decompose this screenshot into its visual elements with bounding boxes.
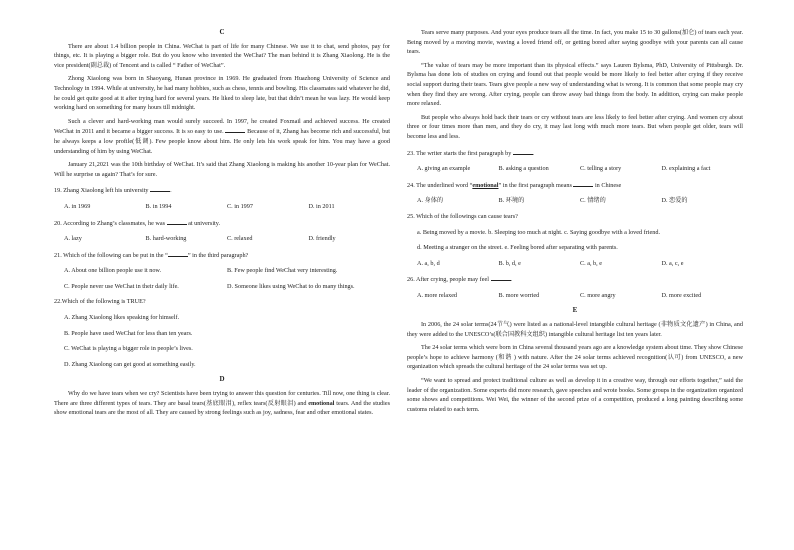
passage-e-paragraph: The 24 solar terms which were born in China several thousand years ago are a knowledge system about time. They show Chinese people’s hope to achieve harmony (和谐 ) with nature. After the 24 solar terms achieved recognition(认可) from UNESCO, a new organization which spreads the cultural heritage of the 24 solar terms was set up. bbox=[407, 344, 743, 371]
bold-word: emotional bbox=[308, 399, 335, 407]
passage-c-paragraph: Zhong Xiaolong was born in Shaoyang, Hunan province in 1969. He graduated from Huazhong University of Science and Technology in 1994. While at university, he had many hobbies, such as chess, tennis and bowling. His classmates said whatever he did, he could get quite good at it after trying hard for several years. He liked to sleep late, but that didn’t mean he was lazy. He would keep working hard on something for many hours till midnight. bbox=[54, 75, 390, 112]
option-c: C. more angry bbox=[580, 291, 616, 299]
option-b: B. asking a question bbox=[498, 165, 549, 173]
question-19-options bbox=[54, 202, 390, 212]
option-d: D. explaining a fact bbox=[661, 165, 711, 173]
underlined-word: emotional bbox=[472, 181, 499, 189]
section-d-heading: D bbox=[219, 375, 225, 384]
question-21-options-row2 bbox=[54, 282, 390, 292]
question-text: . bbox=[170, 187, 172, 195]
option-d: D. Zhang Xiaolong can get good at something easily. bbox=[64, 360, 196, 368]
passage-d-paragraph: But people who always hold back their tears or cry without tears are less likely to feel better after crying. And women cry about three or four times more than men, and they do cry, it may last long with much more tears. But when people get older, tears will become less and less. bbox=[407, 113, 743, 140]
question-24 bbox=[407, 180, 743, 191]
question-text: 23. The writer starts the first paragraph by bbox=[407, 149, 512, 157]
question-text: 26. After crying, people may feel bbox=[407, 276, 489, 284]
question-26 bbox=[407, 274, 743, 285]
option-a: A. lazy bbox=[64, 235, 82, 243]
option-c: C. People never use WeChat in their daily life. bbox=[64, 282, 179, 290]
option-a: A. 身体的 bbox=[417, 197, 444, 205]
paragraph-text: Because of it, Zhang has become rich and successful, but he always keeps a low profile(低调). Few people know about him. He only lets his work speak for him. You may have a good understanding of him by using WeChat. bbox=[54, 128, 391, 155]
question-25-options bbox=[407, 259, 743, 269]
question-25-statements: d. Meeting a stranger on the street. e. Feeling bored after separating with parents. bbox=[417, 244, 618, 252]
option-d: D. in 2011 bbox=[308, 202, 335, 210]
answer-blank bbox=[168, 250, 188, 257]
passage-c-paragraph: January 21,2021 was the 10th birthday of WeChat. It’s said that Zhang Xiaolong is making his another 10-year plan for WeChat. Will he surprise us again? That’s for sure. bbox=[54, 161, 390, 178]
paragraph-text: tears. And the studies show emotional tears are the most of all. They are caused by strong feelings such as joy, sadness, fear and other emotional states. bbox=[54, 399, 390, 417]
paragraph-text: Such a clever and hard-working man would surely succeed. In 1997, he created Foxmail and achieved success. He created WeChat in 2011 and it became a bigger success. It is so easy to use. bbox=[54, 117, 390, 136]
question-26-options bbox=[407, 291, 743, 301]
option-a: A. a, b, d bbox=[417, 259, 440, 267]
question-20 bbox=[54, 218, 390, 229]
option-a: A. Zhang Xiaolong likes speaking for himself. bbox=[64, 314, 180, 322]
option-c: C. 情绪的 bbox=[580, 197, 606, 205]
section-c-heading: C bbox=[219, 28, 225, 36]
passage-c-paragraph bbox=[54, 117, 390, 156]
passage-d-paragraph bbox=[54, 389, 390, 418]
question-text: 24. The underlined word “ bbox=[407, 181, 473, 189]
passage-d-paragraph: “The value of tears may be more important than its physical effects.” says Lauren Bylsma, PhD, University of Pittsburgh. Dr. Bylsma has done lots of studies on crying and found out that people would be more likely to feel better after crying if they receive social support during their tears. Tears give people a new way of understanding what is wrong. It is common that some people may cry when they find they are wrong. After crying, people can throw away bad things from the body. In addition, crying can make people more relaxed. bbox=[407, 61, 743, 108]
option-b: B. 环境的 bbox=[498, 197, 525, 205]
option-b: B. hard-working bbox=[145, 235, 187, 243]
answer-blank bbox=[491, 274, 513, 284]
answer-blank bbox=[167, 218, 187, 225]
question-23-options bbox=[407, 164, 743, 174]
question-21 bbox=[54, 250, 390, 261]
paragraph-text: Why do we have tears when we cry? Scientists have been trying to answer this question for centuries. Till now, one thing is clear. There are three different types of tears. They are basal tears(基底眼泪), reflex tears(反射眼泪) and bbox=[54, 390, 390, 407]
option-a: A. About one billion people use it now. bbox=[64, 267, 162, 275]
option-c: C. telling a story bbox=[580, 165, 622, 173]
passage-d-paragraph: Tears serve many purposes. And your eyes produce tears all the time. In fact, you make 15 to 30 gallons(加仑) of tears each year. Being moved by a moving movie, waving a loved friend off, or getting bored after saying goodbye with your parents can all cause tears. bbox=[407, 29, 743, 56]
question-25-statements: a. Being moved by a movie. b. Sleeping too much at night. c. Saying goodbye with a loved friend. bbox=[417, 228, 660, 236]
passage-e-paragraph: “We want to spread and protect traditional culture as well as develop it in a creative way, through our efforts together,” said the leader of the organization. Some experts did more research, gave speeches and wrote books. Some groups in the organization organized some shows and competitions. Wei Wei, the winner of the second prize of a competition, produced a long painting describing some customs related to each term. bbox=[407, 377, 743, 413]
question-24-options bbox=[407, 196, 743, 206]
question-19 bbox=[54, 185, 390, 196]
option-b: B. in 1994 bbox=[145, 202, 172, 210]
option-c: C. relaxed bbox=[227, 235, 253, 243]
answer-blank bbox=[225, 126, 245, 133]
option-c: C. in 1997 bbox=[227, 202, 253, 210]
question-text: ” in the third paragraph? bbox=[187, 251, 249, 259]
option-d: D. friendly bbox=[308, 235, 336, 243]
question-25: 25. Which of the followings can cause tears? bbox=[407, 212, 518, 220]
question-text: in Chinese bbox=[594, 181, 622, 189]
section-e-heading: E bbox=[572, 306, 578, 315]
option-a: A. in 1969 bbox=[64, 202, 91, 210]
question-text: . bbox=[532, 149, 535, 157]
option-b: B. b, d, e bbox=[498, 259, 521, 267]
answer-blank bbox=[573, 180, 593, 187]
option-c: C. a, b, e bbox=[580, 259, 602, 267]
option-d: D. Someone likes using WeChat to do many things. bbox=[227, 282, 355, 290]
left-column bbox=[54, 28, 390, 422]
option-d: D. a, c, e bbox=[661, 259, 684, 267]
option-b: B. People have used WeChat for less than ten years. bbox=[64, 329, 193, 337]
question-text: . bbox=[510, 276, 513, 284]
option-a: A. more relaxed bbox=[417, 291, 458, 299]
answer-blank bbox=[150, 185, 172, 195]
option-d: D. more excited bbox=[661, 291, 702, 299]
passage-c-paragraph: There are about 1.4 billion people in China. WeChat is part of life for many Chinese. We use it to chat, send photos, pay for things, etc. It is playing a bigger role. But do you know who invented the WeChat? The man behind it is Zhang Xiaolong. He is the vice president(副总裁) of Tencent and is called “ Father of WeChat”. bbox=[54, 42, 390, 69]
question-text: 20. According to Zhang’s classmates, he was bbox=[54, 219, 166, 227]
question-text: 19. Zhang Xiaolong left his university bbox=[54, 187, 149, 195]
right-column bbox=[407, 28, 743, 418]
question-22: 22.Which of the following is TRUE? bbox=[54, 298, 146, 306]
question-20-options bbox=[54, 234, 390, 244]
option-b: B. more worried bbox=[498, 291, 540, 299]
option-c: C. WeChat is playing a bigger role in people’s lives. bbox=[64, 345, 193, 353]
passage-e-paragraph: In 2006, the 24 solar terms(24节气) were listed as a national-level intangible cultural heritage (非物质文化遗产) in China, and they were added to the UNESCO’s(联合国教科文组织) intangible cultural heritage list ten years later. bbox=[407, 321, 743, 338]
question-text: at university. bbox=[188, 219, 221, 227]
option-d: D. 恋爱的 bbox=[661, 197, 688, 205]
question-21-options-row1 bbox=[54, 266, 390, 276]
question-text: 21. Which of the following can be put in the “ bbox=[54, 251, 168, 259]
option-a: A. giving an example bbox=[417, 165, 471, 173]
question-text: ” in the first paragraph means bbox=[498, 181, 572, 189]
question-23 bbox=[407, 148, 743, 159]
answer-blank bbox=[513, 148, 533, 155]
option-b: B. Few people find WeChat very interesting. bbox=[227, 267, 338, 275]
